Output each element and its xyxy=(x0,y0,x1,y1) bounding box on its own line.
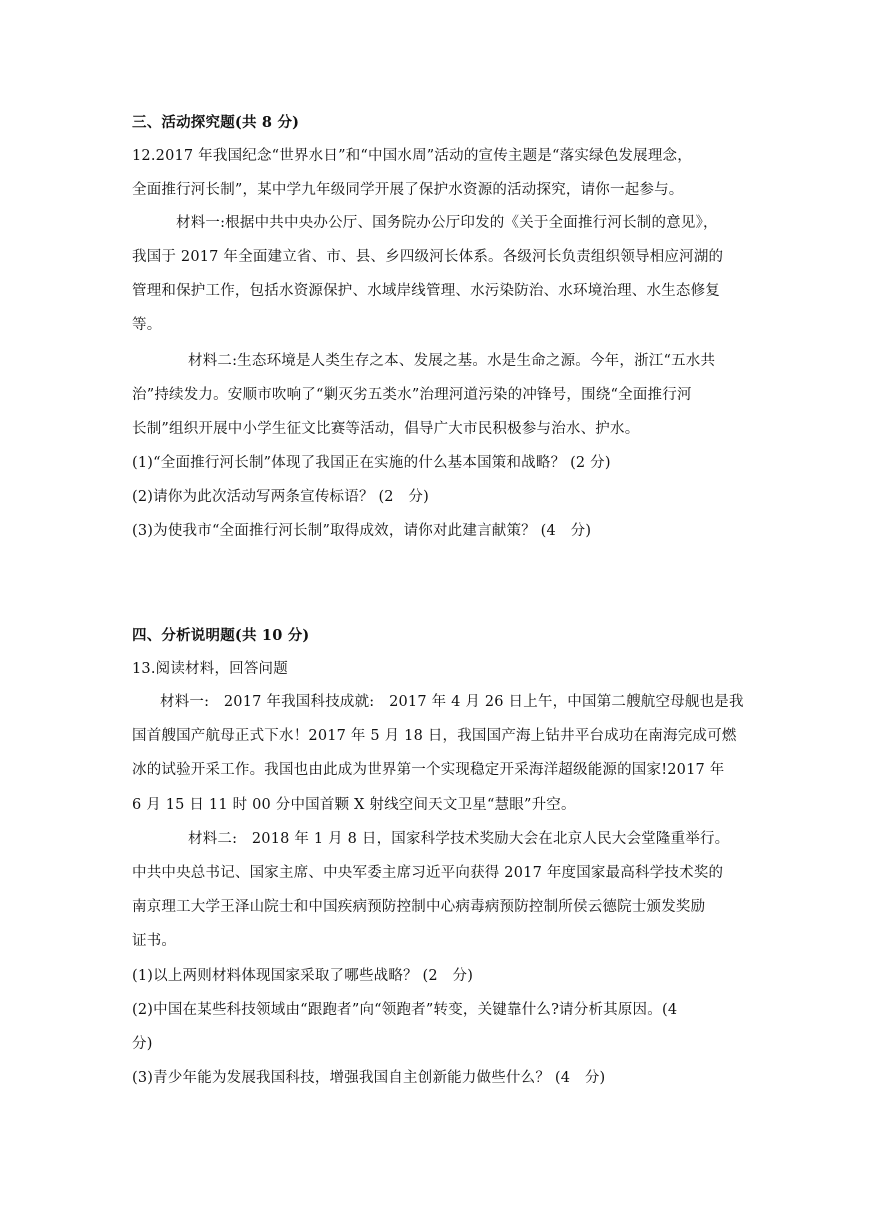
material-two-text: 治”持续发力。安顺市吹响了“剿灭劣五类水”治理河道污染的冲锋号，围绕“全面推行河 xyxy=(132,387,692,403)
sub-question-2: (2)请你为此次活动写两条宣传标语？ (2 分) xyxy=(132,489,429,505)
material-two-text: 证书。 xyxy=(132,933,177,949)
material-one-text: 材料一: 2017 年我国科技成就: 2017 年 4 月 26 日上午，中国第二艘航空母舰也是我 xyxy=(160,694,744,710)
material-one-text: 国首艘国产航母正式下水！2017 年 5 月 18 日，我国国产海上钻井平台成功在南海完成可燃 xyxy=(132,728,737,744)
section-four-heading: 四、分析说明题(共 10 分) xyxy=(132,627,310,644)
material-one-text: 等。 xyxy=(132,317,162,333)
material-one-text: 冰的试验开采工作。我国也由此成为世界第一个实现稳定开采海洋超级能源的国家!2017 年 xyxy=(132,762,725,778)
material-two-text: 长制”组织开展中小学生征文比赛等活动，倡导广大市民积极参与治水、护水。 xyxy=(132,421,640,437)
material-two-text: 南京理工大学王泽山院士和中国疾病预防控制中心病毒病预防控制所侯云德院士颁发奖励 xyxy=(132,899,706,915)
question-12-text: 全面推行河长制”，某中学九年级同学开展了保护水资源的活动探究，请你一起参与。 xyxy=(132,182,684,198)
material-two-text: 材料二: 2018 年 1 月 8 日，国家科学技术奖励大会在北京人民大会堂隆重举行。 xyxy=(188,831,730,847)
question-12-text: 12.2017 年我国纪念“世界水日”和“中国水周”活动的宣传主题是“落实绿色发展理念， xyxy=(132,148,692,164)
material-two-text: 材料二:生态环境是人类生存之本、发展之基。水是生命之源。今年，浙江“五水共 xyxy=(188,353,716,369)
material-one-text: 6 月 15 日 11 时 00 分中国首颗 X 射线空间天文卫星“慧眼”升空。 xyxy=(132,797,576,813)
material-one-text: 管理和保护工作，包括水资源保护、水域岸线管理、水污染防治、水环境治理、水生态修复 xyxy=(132,283,720,299)
sub-question-3: (3)青少年能为发展我国科技，增强我国自主创新能力做些什么？ (4 分) xyxy=(132,1070,606,1086)
sub-question-1: (1)以上两则材料体现国家采取了哪些战略？ (2 分) xyxy=(132,968,474,984)
sub-question-1: (1)“全面推行河长制”体现了我国正在实施的什么基本国策和战略？ (2 分) xyxy=(132,455,611,471)
material-one-text: 我国于 2017 年全面建立省、市、县、乡四级河长体系。各级河长负责组织领导相应河湖的 xyxy=(132,249,724,265)
sub-question-2: 分) xyxy=(132,1036,153,1052)
sub-question-3: (3)为使我市“全面推行河长制”取得成效，请你对此建言献策？ (4 分) xyxy=(132,523,592,539)
material-two-text: 中共中央总书记、国家主席、中央军委主席习近平向获得 2017 年度国家最高科学技术奖的 xyxy=(132,865,724,881)
section-three-heading: 三、活动探究题(共 8 分) xyxy=(132,114,300,131)
sub-question-2: (2)中国在某些科技领域由“跟跑者”向“领跑者”转变，关键靠什么?请分析其原因。(4 xyxy=(132,1002,678,1018)
question-13-text: 13.阅读材料，回答问题 xyxy=(132,661,288,677)
material-one-text: 材料一:根据中共中央办公厅、国务院办公厅印发的《关于全面推行河长制的意见》， xyxy=(176,215,718,231)
